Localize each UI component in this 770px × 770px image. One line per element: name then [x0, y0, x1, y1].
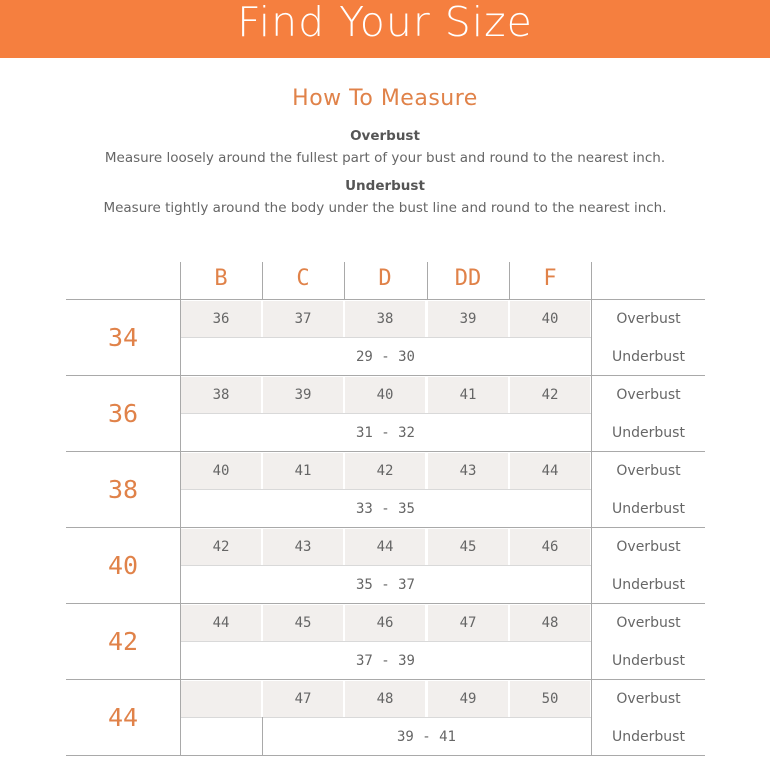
overbust-row-label: Overbust — [616, 691, 681, 707]
cup-header-dd: DD — [454, 266, 482, 291]
overbust-cell: 45 — [263, 605, 343, 641]
underbust-row-label: Underbust — [612, 501, 685, 517]
underbust-range: 39 - 41 — [396, 729, 456, 745]
header-divider — [591, 262, 592, 299]
overbust-cell: 44 — [345, 529, 425, 565]
underbust-heading: Underbust — [345, 178, 425, 194]
label-column-divider — [591, 299, 592, 755]
overbust-cell: 41 — [428, 377, 508, 413]
overbust-row-label: Overbust — [616, 615, 681, 631]
overbust-cell: 45 — [428, 529, 508, 565]
overbust-cell: 36 — [181, 301, 261, 337]
band-size-42: 42 — [107, 627, 139, 656]
underbust-row-label: Underbust — [612, 425, 685, 441]
underbust-row-label: Underbust — [612, 577, 685, 593]
overbust-cell: 42 — [345, 453, 425, 489]
overbust-description: Measure loosely around the fullest part of your bust and round to the nearest inch. — [104, 150, 666, 166]
overbust-cell: 47 — [428, 605, 508, 641]
how-to-measure-title: How To Measure — [292, 86, 478, 111]
overbust-cell: 41 — [263, 453, 343, 489]
page-banner — [0, 0, 770, 58]
band-size-40: 40 — [107, 551, 139, 580]
underbust-range: 35 - 37 — [355, 577, 415, 593]
row-divider — [262, 717, 263, 755]
overbust-cell: 37 — [263, 301, 343, 337]
overbust-cell: 40 — [181, 453, 261, 489]
overbust-cell: 39 — [428, 301, 508, 337]
header-divider — [180, 262, 181, 299]
overbust-row-label: Overbust — [616, 463, 681, 479]
band-size-38: 38 — [107, 475, 139, 504]
row-bottom-line — [66, 755, 705, 756]
cup-header-b: B — [214, 266, 228, 291]
overbust-cell: 44 — [181, 605, 261, 641]
underbust-row-label: Underbust — [612, 729, 685, 745]
overbust-row-label: Overbust — [616, 387, 681, 403]
overbust-cell: 40 — [510, 301, 590, 337]
underbust-description: Measure tightly around the body under the bust line and round to the nearest inch. — [103, 200, 667, 216]
overbust-cell: 40 — [345, 377, 425, 413]
page-title: Find Your Size — [237, 0, 533, 46]
overbust-cell: 48 — [345, 681, 425, 717]
underbust-range: 31 - 32 — [355, 425, 415, 441]
underbust-row-label: Underbust — [612, 349, 685, 365]
overbust-cell: 49 — [428, 681, 508, 717]
overbust-cell: 46 — [510, 529, 590, 565]
band-column-divider — [180, 299, 181, 755]
header-divider — [509, 262, 510, 299]
band-size-34: 34 — [107, 323, 139, 352]
overbust-cell — [181, 681, 261, 717]
overbust-heading: Overbust — [350, 128, 420, 144]
overbust-row-label: Overbust — [616, 311, 681, 327]
overbust-cell: 50 — [510, 681, 590, 717]
underbust-range: 33 - 35 — [355, 501, 415, 517]
header-divider — [427, 262, 428, 299]
overbust-cell: 47 — [263, 681, 343, 717]
band-size-36: 36 — [107, 399, 139, 428]
overbust-cell: 43 — [263, 529, 343, 565]
header-divider — [262, 262, 263, 299]
overbust-cell: 46 — [345, 605, 425, 641]
overbust-cell: 38 — [181, 377, 261, 413]
underbust-row-label: Underbust — [612, 653, 685, 669]
header-divider — [344, 262, 345, 299]
overbust-cell: 42 — [181, 529, 261, 565]
band-size-44: 44 — [107, 703, 139, 732]
overbust-cell: 43 — [428, 453, 508, 489]
overbust-cell: 38 — [345, 301, 425, 337]
underbust-range: 29 - 30 — [355, 349, 415, 365]
overbust-cell: 44 — [510, 453, 590, 489]
cup-header-d: D — [378, 266, 392, 291]
overbust-cell: 39 — [263, 377, 343, 413]
cup-header-c: C — [296, 266, 310, 291]
underbust-range: 37 - 39 — [355, 653, 415, 669]
overbust-cell: 48 — [510, 605, 590, 641]
overbust-cell: 42 — [510, 377, 590, 413]
cup-header-f: F — [543, 266, 557, 291]
overbust-row-label: Overbust — [616, 539, 681, 555]
